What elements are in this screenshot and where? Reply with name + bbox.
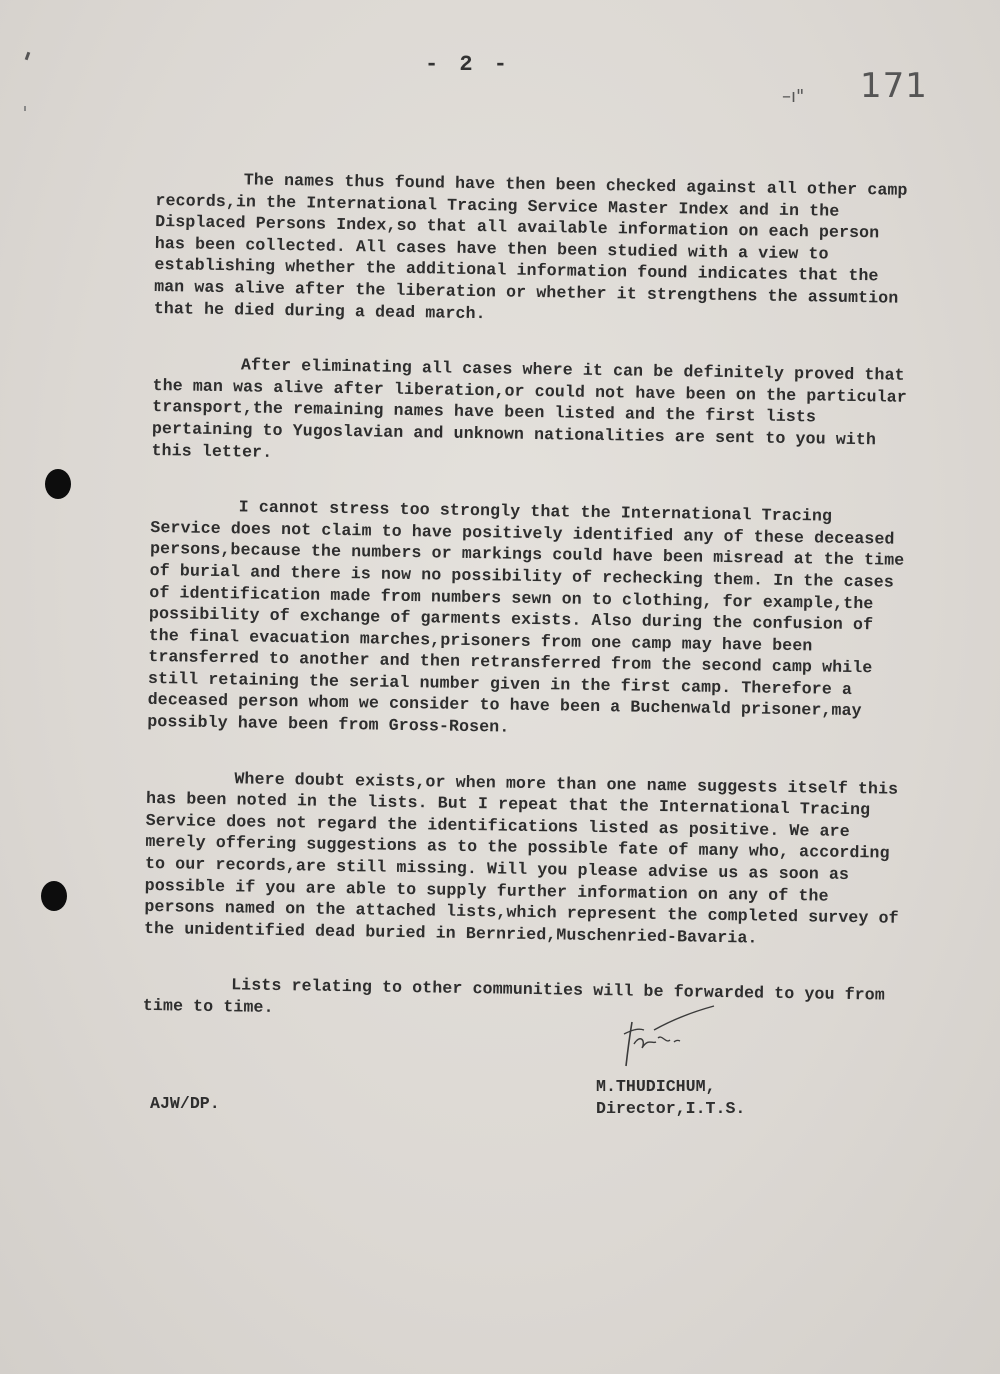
signature-block bbox=[596, 1076, 745, 1119]
paragraph: Lists relating to other communities will be forwarded to you from time to time. bbox=[142, 975, 896, 1017]
paragraph: Where doubt exists,or when more than one name suggests itself this has been noted in the lists. But I repeat that the International Tracing Service does not regard the identifications listed as positive. We are merely offering suggestions as to the possible fate of many who, according to our records,are still missing. Will you please advise us as soon as possible if you are able to supply further information on any of the persons named on the attached lists,which represent the completed survey of the unidentified dead buried in Bernried,Muschenried-Bavaria. bbox=[143, 768, 909, 948]
stray-mark bbox=[25, 52, 31, 61]
letter-body bbox=[142, 168, 916, 1062]
archive-reference-number: 171 bbox=[860, 66, 928, 106]
signatory-name: M.THUDICHUM, bbox=[596, 1077, 716, 1096]
archive-reference bbox=[772, 66, 928, 107]
signatory-title: Director,I.T.S. bbox=[596, 1098, 746, 1118]
paragraph: After eliminating all cases where it can be definitely proved that the man was alive after liberation,or could not have been on the particular transport,the remaining names have been listed and the first lists pertaining to Yugoslavian and unknown nationalities are sent to you with this letter. bbox=[151, 355, 918, 462]
paragraph: The names thus found have then been checked against all other camp records,in the International Tracing Service Master Index and in the Displaced Persons Index,so that all available information on each person has been collected. All cases have then been studied with a view to establishing whether the additional information found indicates that the man was alive after the liberation or whether it strengthens the assumtion that he died during a dead march. bbox=[153, 170, 918, 323]
punch-hole bbox=[45, 469, 71, 499]
paragraph: I cannot stress too strongly that the International Tracing Service does not claim to have positively identified any of these deceased persons,because the numbers or markings could have been misread at the time of burial and there is now no possibility of rechecking them. In the cases of identification made from numbers sewn on to clothing, for example,the possibility of exchange of garments exists. Also during the confusion of the final evacuation marches,prisoners from one camp may have been transferred to another and then retransferred from the second camp while still retaining the serial number given in the first camp. Therefore a deceased person whom we consider to have been a Buchenwald prisoner,may possibly have been from Gross-Rosen. bbox=[147, 497, 915, 737]
stray-mark bbox=[24, 106, 26, 111]
punch-hole bbox=[41, 881, 67, 911]
handwritten-signature bbox=[618, 1004, 718, 1074]
reference-initials: AJW/DP. bbox=[150, 1094, 220, 1113]
archive-reference-mark: –ı" bbox=[782, 86, 805, 107]
page-number: - 2 - bbox=[425, 52, 512, 77]
